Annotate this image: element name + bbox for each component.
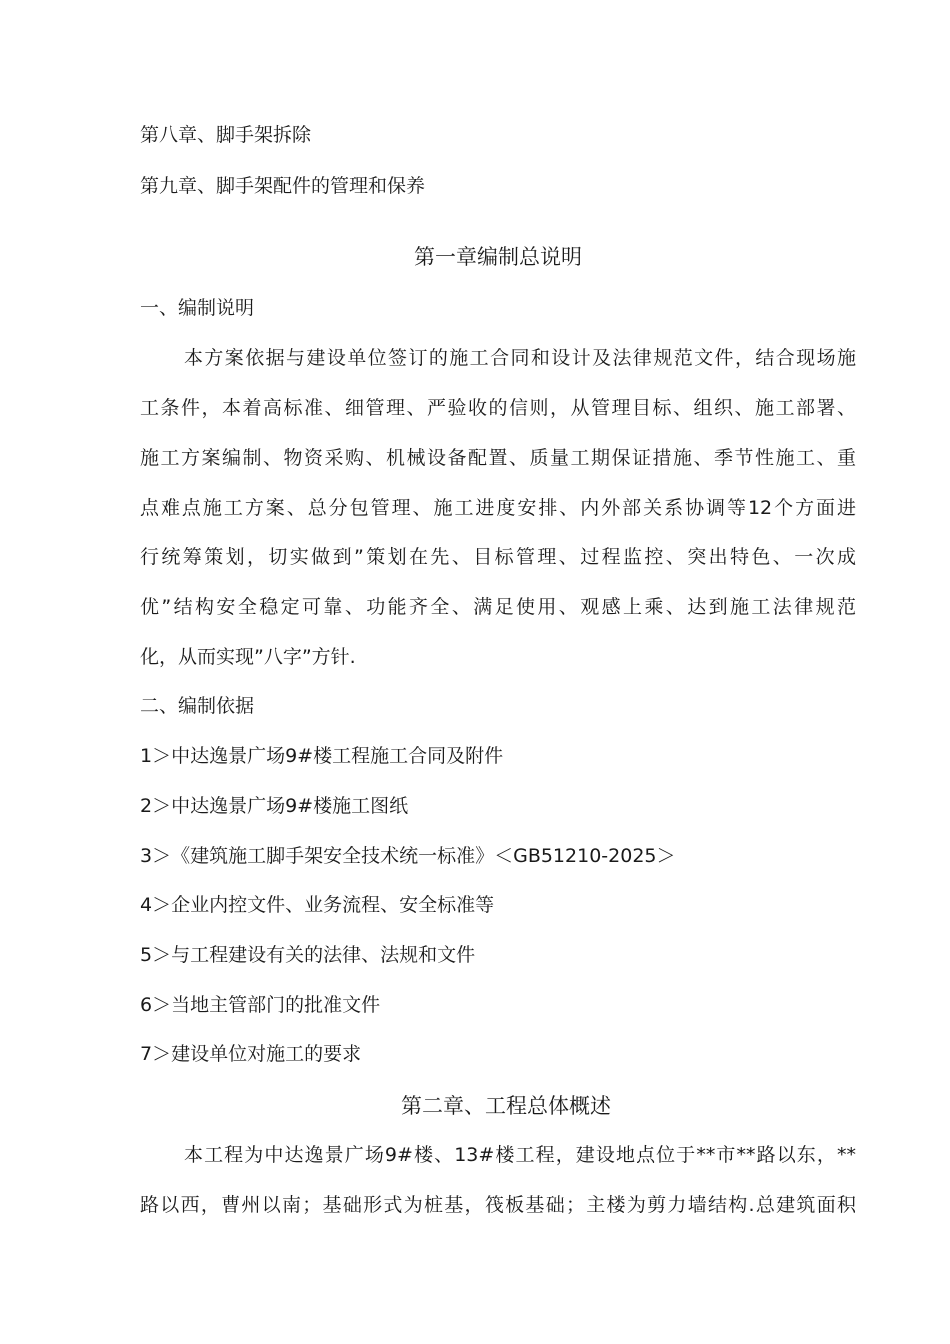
chapter-2-title: 第二章、工程总体概述	[401, 1094, 611, 1118]
paragraph-line: 行统筹策划，切实做到”策划在先、目标管理、过程监控、突出特色、一次成	[140, 546, 856, 568]
paragraph-line: 优”结构安全稳定可靠、功能齐全、满足使用、观感上乘、达到施工法律规范	[140, 596, 856, 618]
basis-list-item: 1＞中达逸景广场9#楼工程施工合同及附件	[140, 745, 504, 767]
section-title-compile-basis: 二、编制依据	[140, 695, 255, 717]
paragraph-line: 施工方案编制、物资采购、机械设备配置、质量工期保证措施、季节性施工、重	[140, 447, 856, 469]
paragraph-line: 本工程为中达逸景广场9#楼、13#楼工程，建设地点位于**市**路以东，**	[184, 1144, 856, 1166]
toc-item-chapter-9: 第九章、脚手架配件的管理和保养	[140, 175, 426, 197]
paragraph-line: 工条件，本着高标准、细管理、严验收的信则，从管理目标、组织、施工部署、	[140, 397, 856, 419]
basis-list-item: 6＞当地主管部门的批准文件	[140, 994, 381, 1016]
paragraph-line: 点难点施工方案、总分包管理、施工进度安排、内外部关系协调等12个方面进	[140, 497, 856, 519]
paragraph-line: 路以西，曹州以南；基础形式为桩基，筏板基础；主楼为剪力墙结构.总建筑面积	[140, 1194, 856, 1216]
basis-list-item: 7＞建设单位对施工的要求	[140, 1043, 362, 1065]
paragraph-line: 化，从而实现”八字”方针.	[140, 646, 356, 668]
chapter-1-title: 第一章编制总说明	[414, 245, 582, 269]
basis-list-item: 5＞与工程建设有关的法律、法规和文件	[140, 944, 476, 966]
paragraph-line: 本方案依据与建设单位签订的施工合同和设计及法律规范文件，结合现场施	[184, 347, 856, 369]
basis-list-item: 3＞《建筑施工脚手架安全技术统一标准》＜GB51210-2025＞	[140, 845, 676, 867]
basis-list-item: 2＞中达逸景广场9#楼施工图纸	[140, 795, 409, 817]
basis-list-item: 4＞企业内控文件、业务流程、安全标准等	[140, 894, 495, 916]
section-title-compile-notes: 一、编制说明	[140, 297, 255, 319]
toc-item-chapter-8: 第八章、脚手架拆除	[140, 124, 312, 146]
